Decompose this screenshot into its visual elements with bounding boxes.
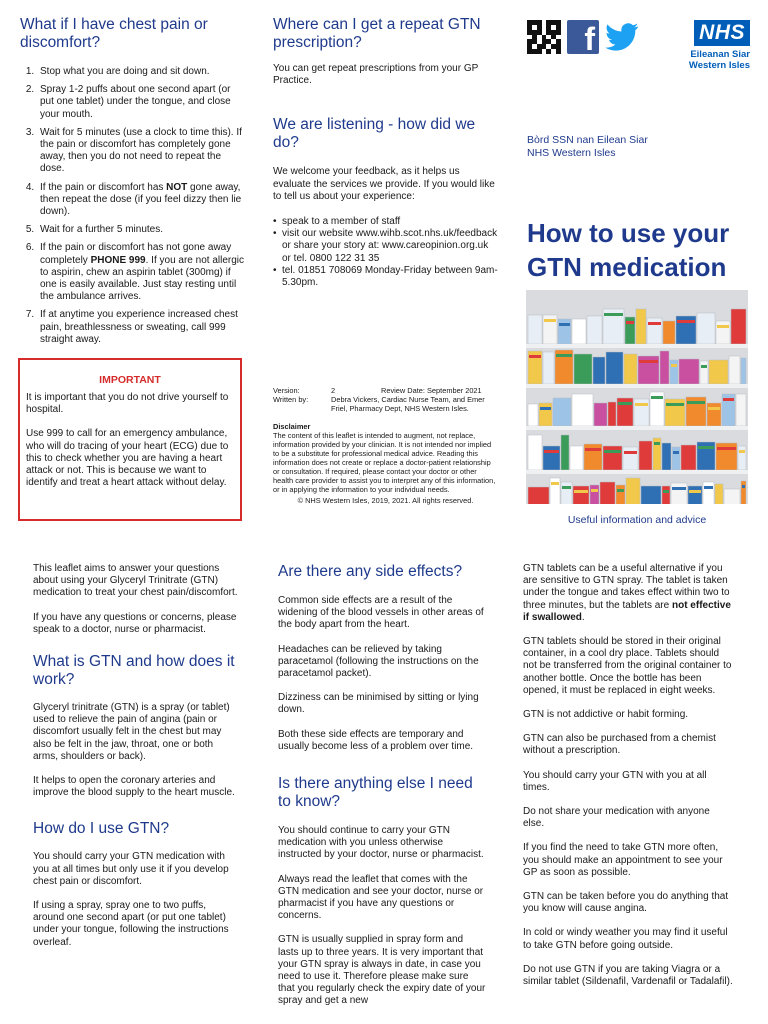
disclaimer-title: Disclaimer	[273, 422, 311, 431]
panel-chest-pain	[20, 16, 245, 352]
tips-text: GTN can be taken before you do anything that you know will cause angina.	[523, 891, 729, 915]
chest-pain-steps	[20, 66, 245, 346]
side-effects-text: Dizziness can be minimised by sitting or lying down.	[278, 692, 479, 716]
pharmacy-shelves-photo	[526, 290, 748, 504]
important-text: Use 999 to call for an emergency ambulance, who will do tracing of your heart (ECG) due to this to check whether you are having a heart attack or not. This is because we want to identify and treat a heart attack without delay.	[26, 428, 229, 489]
step-item: 3. Wait for 5 minutes (use a clock to time this). If the pain or discomfort has completely gone away, then you do not need to repeat the dose.	[37, 127, 245, 176]
intro-text: If you have any questions or concerns, please speak to a doctor, nurse or pharmacist.	[33, 611, 237, 635]
what-is-gtn-text: It helps to open the coronary arteries and improve the blood supply to the heart muscle.	[33, 775, 235, 799]
feedback-text: We welcome your feedback, as it helps us evaluate the services we provide. If you would like to tell us about your experience:	[273, 166, 495, 202]
important-title: IMPORTANT	[99, 374, 161, 386]
repeat-prescription-heading: Where can I get a repeat GTN prescription?	[273, 16, 481, 51]
panel-gtn-tips	[523, 563, 733, 988]
how-to-use-heading: How do I use GTN?	[33, 820, 170, 838]
tips-text: If you find the need to take GTN more often, you should make an appointment to see your GP as soon as possible.	[523, 842, 723, 878]
pharmacy-shelves-image	[526, 290, 748, 504]
nhs-logo	[668, 20, 750, 71]
feedback-list	[273, 216, 498, 289]
facebook-icon[interactable]	[567, 20, 599, 54]
written-label: Written by:	[273, 395, 309, 404]
side-effects-text: Both these side effects are temporary and usually become less of a problem over time.	[278, 728, 474, 752]
nhs-logo-line: Western Isles	[688, 60, 750, 71]
side-effects-text: Headaches can be relieved by taking paracetamol (following the instructions on the paracetamol packet).	[278, 643, 479, 680]
tips-text: Do not use GTN if you are taking Viagra or a similar tablet (Sildenafil, Vardenafil or Tadalafil).	[523, 963, 733, 988]
feedback-heading: We are listening - how did we do?	[273, 116, 476, 152]
how-to-use-text: You should carry your GTN medication with you at all times but only use it if you develop chest pain or discomfort.	[33, 851, 229, 887]
cover-caption: Useful information and advice	[567, 514, 707, 526]
important-box	[18, 358, 242, 521]
tips-text: GTN tablets should be stored in their original container, in a cool dry place. Tablets should not be transferred from the original container to another bottle. Once the bottle has been opened, it must be replaced in eight weeks.	[523, 636, 732, 696]
twitter-icon[interactable]	[605, 23, 639, 51]
step-item: 4. If the pain or discomfort has NOT gone away, then repeat the dose (if you feel dizzy then lie down).	[37, 182, 245, 219]
panel-side-effects	[278, 563, 486, 1008]
nhs-logo-mark: NHS	[694, 20, 750, 46]
step-item: 2. Spray 1-2 puffs about one second apart (or put one tablet) under the tongue, and close your mouth.	[37, 84, 245, 121]
nhs-logo-line: Eileanan Siar	[690, 49, 750, 60]
intro-text: This leaflet aims to answer your questions about using your Glyceryl Trinitrate (GTN) medication to treat your chest pain/discomfort.	[33, 563, 238, 599]
version-label: Version:	[273, 386, 300, 395]
written-value: Debra Vickers, Cardiac Nurse Team, and Emer Friel, Pharmacy Dept, NHS Western Isles.	[331, 395, 485, 413]
leaflet-title: How to use your GTN medication	[527, 218, 730, 282]
important-text: It is important that you do not drive yourself to hospital.	[26, 392, 229, 416]
org-name-english: NHS Western Isles	[527, 147, 616, 159]
panel-repeat-prescription	[273, 16, 498, 289]
tips-text: GTN can also be purchased from a chemist without a prescription.	[523, 733, 716, 757]
tips-text: GTN is not addictive or habit forming.	[523, 709, 689, 721]
side-effects-heading: Are there any side effects?	[278, 563, 463, 580]
feedback-item: • tel. 01851 708069 Monday-Friday between 9am-5.30pm.	[273, 265, 498, 289]
tips-text: Do not share your medication with anyone else.	[523, 806, 710, 830]
what-is-gtn-text: Glyceryl trinitrate (GTN) is a spray (or tablet) used to relieve the pain of angina (pain or discomfort usually felt in the chest but may also be felt in the jaw, throat, one or both arms, shoulders or back).	[33, 702, 230, 762]
feedback-item: • visit our website www.wihb.scot.nhs.uk/feedback or share your story at: www.careopinion.org.uk or tel. 0800 122 31 35	[273, 228, 498, 265]
qr-code-icon	[527, 20, 561, 54]
version-value: 2	[331, 386, 336, 395]
social-icons	[527, 20, 639, 54]
anything-else-text: You should continue to carry your GTN medication with you unless otherwise instructed by your doctor, nurse or pharmacist.	[278, 825, 484, 861]
copyright: © NHS Western Isles, 2019, 2021. All rights reserved.	[297, 496, 474, 505]
anything-else-heading: Is there anything else I need to know?	[278, 775, 473, 811]
review-date: Review Date: September 2021	[381, 386, 482, 395]
anything-else-text: Always read the leaflet that comes with the GTN medication and see your doctor, nurse or pharmacist if you have any questions or concerns.	[278, 873, 484, 922]
panel-about-gtn	[33, 563, 238, 949]
version-info	[273, 386, 498, 505]
step-item: 6. If the pain or discomfort has not gone away completely PHONE 999. If you are not allergic to aspirin, chew an aspirin tablet (300mg) if one is easily available. Just stay resting until the ambulance arrives.	[37, 242, 245, 303]
chest-pain-heading: What if I have chest pain or discomfort?	[20, 16, 208, 51]
step-item: 1. Stop what you are doing and sit down.	[37, 66, 245, 78]
anything-else-text: GTN is usually supplied in spray form and lasts up to three years. It is very important that your GTN spray is always in date, in case you need to use it. Therefore please make sure that you regularly check the expiry date of your spray and get a new	[278, 934, 486, 1007]
repeat-prescription-text: You can get repeat prescriptions from your GP Practice.	[273, 63, 479, 87]
side-effects-text: Common side effects are a result of the widening of the blood vessels in other areas of the body apart from the heart.	[278, 595, 484, 631]
disclaimer-text: The content of this leaflet is intended to augment, not replace, information provided by your clinician. It is not intended nor implied to be a substitute for professional medical advice. Reading this information does not create or replace a doctor-patient relationship or consultation. If required, please contact your doctor or other health care provider to assist you to interpret any of this information, or in applying the information to your individual needs.	[273, 431, 496, 494]
what-is-gtn-heading: What is GTN and how does it work?	[33, 653, 235, 689]
how-to-use-text: If using a spray, spray one to two puffs, around one second apart (or put one tablet) under your tongue, following the instructions overleaf.	[33, 900, 229, 948]
tips-text: You should carry your GTN with you at all times.	[523, 769, 707, 793]
feedback-item: • speak to a member of staff	[273, 216, 498, 228]
tips-text: GTN tablets can be a useful alternative if you are sensitive to GTN spray. The tablet is taken under the tongue and takes effect within two to three minutes, but the tablets are not effective if swallowed.	[523, 563, 731, 623]
step-item: 5. Wait for a further 5 minutes.	[37, 224, 245, 236]
tips-text: In cold or windy weather you may find it useful to take GTN before going outside.	[523, 927, 728, 951]
org-name-gaelic: Bòrd SSN nan Eilean Siar	[527, 134, 648, 146]
org-name	[527, 134, 648, 160]
step-item: 7. If at anytime you experience increased chest pain, breathlessness or sweating, call 999 straight away.	[37, 309, 245, 346]
